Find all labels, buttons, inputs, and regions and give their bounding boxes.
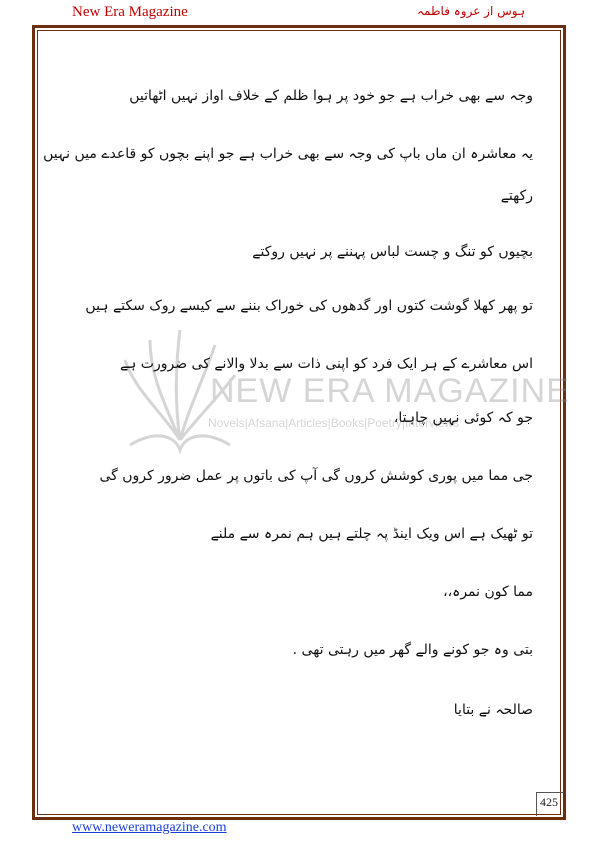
body-line-6: اس معاشرے کے ہر ایک فرد کو اپنی ذات سے بدلا والانے کی ضرورت ہے bbox=[119, 356, 533, 372]
body-line-10: مما کون نمرہ،، bbox=[443, 584, 533, 600]
body-line-5: تو پھر کھلا گوشت کتوں اور گدھوں کی خوراک بننے سے کیسے روک سکتے ہیں bbox=[85, 298, 533, 314]
watermark-title: NEW ERA MAGAZINE bbox=[210, 372, 570, 410]
body-line-8: جی مما میں پوری کوشش کروں گی آپ کی باتوں پر عمل ضرور کروں گی bbox=[99, 468, 533, 484]
body-line-2: یہ معاشرہ ان ماں باپ کی وجہ سے بھی خراب ہے جو اپنے بچوں کو قاعدے میں نہیں bbox=[43, 146, 533, 162]
body-line-7: جو کہ کوئی نہیں چاہتا، bbox=[393, 410, 533, 426]
body-line-4: بچیوں کو تنگ و چست لباس پہننے پر نہیں روکتے bbox=[252, 244, 533, 260]
body-line-12: صالحہ نے بتایا bbox=[453, 702, 533, 718]
watermark-subtitle: Novels|Afsana|Articles|Books|Poetry|Interviews bbox=[208, 416, 460, 430]
body-line-11: بتی وہ جو کونے والے گھر میں رہتی تھی . bbox=[292, 642, 533, 658]
body-line-9: تو ٹھیک ہے اس ویک اینڈ پہ چلتے ہیں ہم نمرہ سے ملنے bbox=[210, 526, 533, 542]
body-line-3: رکھتے bbox=[500, 188, 533, 204]
website-link[interactable]: www.neweramagazine.com bbox=[72, 820, 227, 835]
page-number: 425 bbox=[540, 795, 558, 809]
novel-title-header: ہوس از عروہ فاطمہ bbox=[417, 4, 525, 18]
body-line-1: وجہ سے بھی خراب ہے جو خود پر ہوا ظلم کے خلاف اواز نہیں اٹھاتیں bbox=[129, 88, 533, 104]
magazine-name-header: New Era Magazine bbox=[72, 4, 188, 20]
